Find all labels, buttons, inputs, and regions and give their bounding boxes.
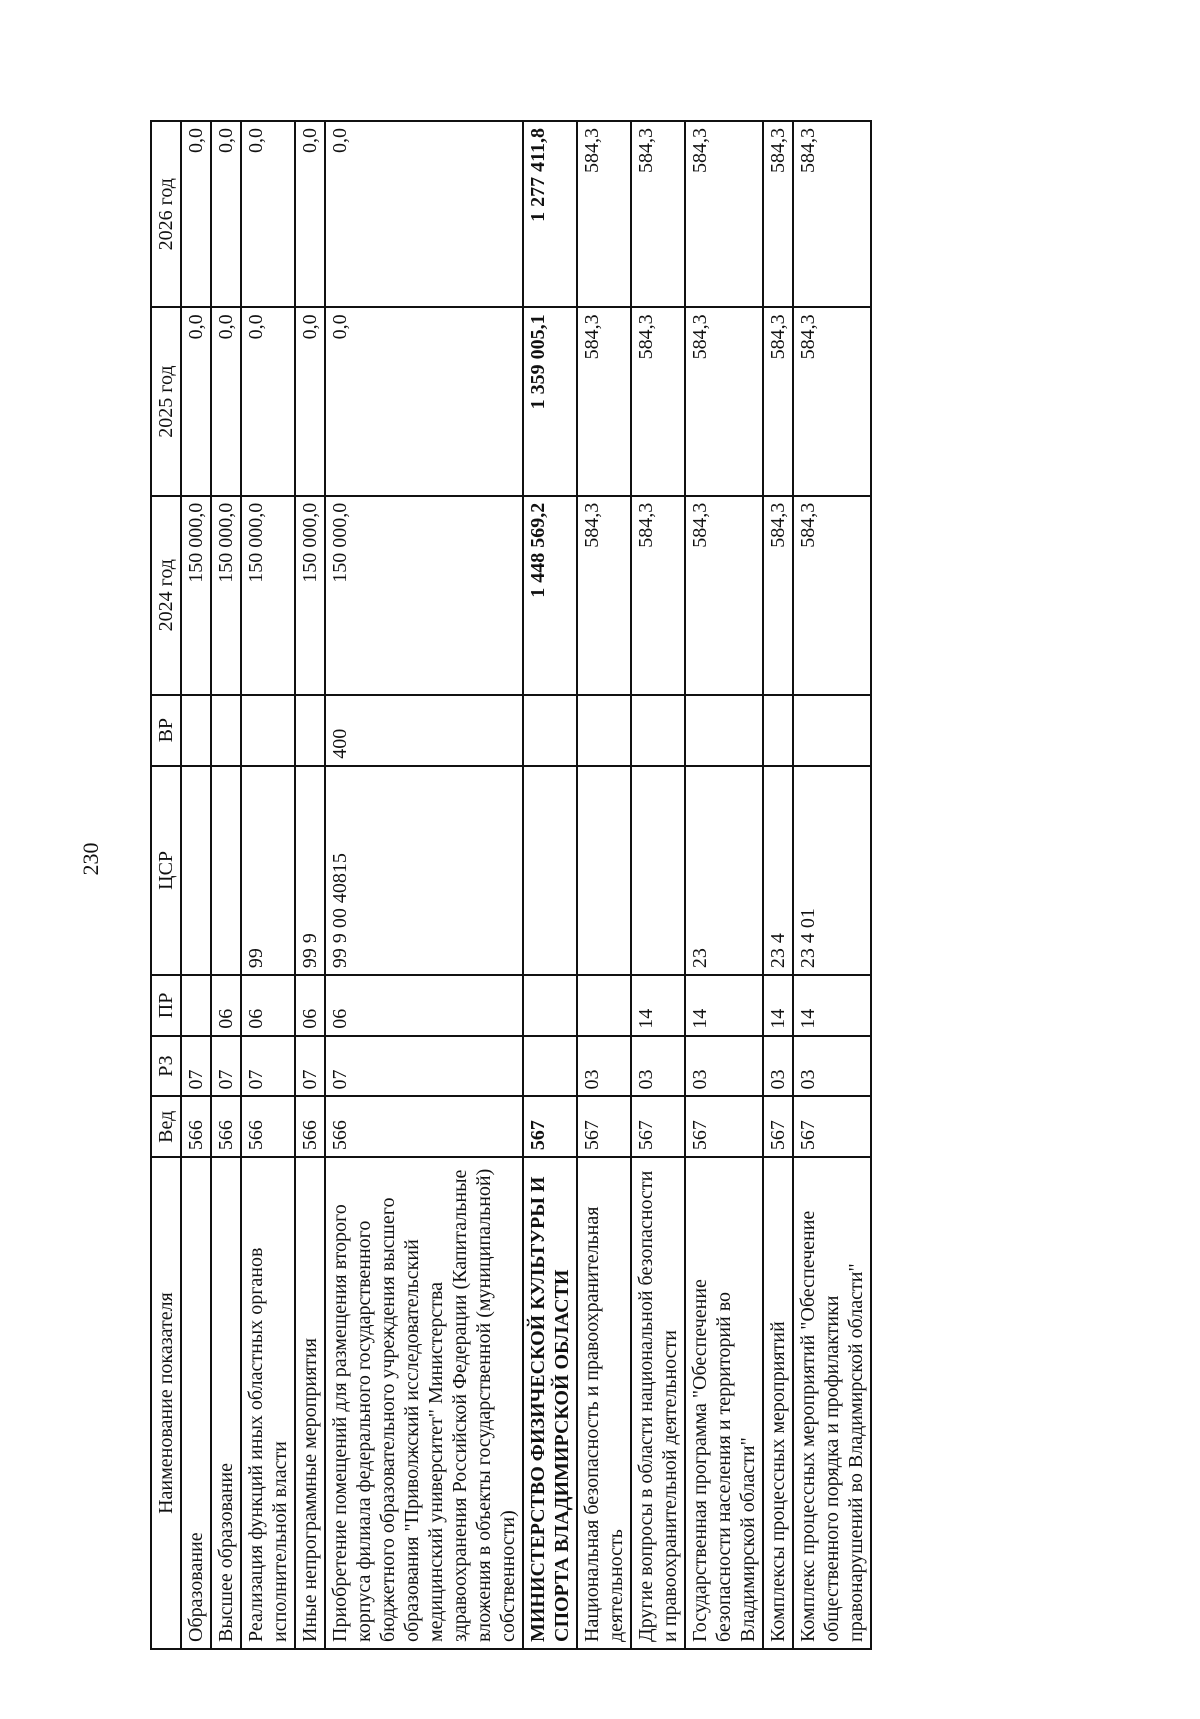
table-row (295, 121, 325, 1649)
table-cell-csr: 99 9 00 40815 (325, 766, 523, 975)
table-cell-ved: 567 (763, 1096, 793, 1157)
table-cell-2026: 584,3 (793, 121, 871, 307)
table-cell-pr (523, 975, 577, 1036)
table-row (181, 121, 211, 1649)
table-cell-2024: 150 000,0 (295, 496, 325, 695)
header-2024: 2024 год (151, 496, 181, 695)
table-row (631, 121, 685, 1649)
table-cell-pr: 06 (241, 975, 295, 1036)
table-row (577, 121, 631, 1649)
table-cell-name: Высшее образование (211, 1157, 241, 1649)
table-cell-2026: 584,3 (685, 121, 763, 307)
table-cell-ved: 566 (181, 1096, 211, 1157)
table-cell-pr: 14 (631, 975, 685, 1036)
table-cell-csr: 23 4 01 (793, 766, 871, 975)
table-cell-vr (241, 695, 295, 766)
table-cell-name: Национальная безопасность и правоохранительная деятельность (577, 1157, 631, 1649)
table-cell-rz: 07 (325, 1036, 523, 1097)
table-cell-name: Реализация функций иных областных органов исполнительной власти (241, 1157, 295, 1649)
table-cell-2024: 150 000,0 (211, 496, 241, 695)
table-cell-2025: 584,3 (631, 307, 685, 495)
table-cell-2024: 584,3 (763, 496, 793, 695)
table-cell-csr (181, 766, 211, 975)
table-cell-2025: 584,3 (793, 307, 871, 495)
table-row (523, 121, 577, 1649)
table-cell-vr (577, 695, 631, 766)
table-cell-rz: 03 (763, 1036, 793, 1097)
header-ved: Вед (151, 1096, 181, 1157)
table-cell-2025: 0,0 (295, 307, 325, 495)
header-vr: ВР (151, 695, 181, 766)
table-cell-2024: 150 000,0 (181, 496, 211, 695)
table-row (211, 121, 241, 1649)
table-cell-vr (295, 695, 325, 766)
table-cell-pr (577, 975, 631, 1036)
table-cell-2025: 584,3 (763, 307, 793, 495)
table-cell-csr (211, 766, 241, 975)
table-cell-vr (211, 695, 241, 766)
table-cell-2024: 584,3 (577, 496, 631, 695)
table-cell-ved: 567 (793, 1096, 871, 1157)
table-cell-vr (523, 695, 577, 766)
table-cell-csr (577, 766, 631, 975)
budget-table-container (150, 120, 1120, 1650)
table-row (685, 121, 763, 1649)
table-header-row (151, 121, 181, 1649)
table-cell-2024: 1 448 569,2 (523, 496, 577, 695)
table-cell-name: Иные непрограммные мероприятия (295, 1157, 325, 1649)
table-cell-ved: 567 (523, 1096, 577, 1157)
table-cell-name: МИНИСТЕРСТВО ФИЗИЧЕСКОЙ КУЛЬТУРЫ И СПОРТА ВЛАДИМИРСКОЙ ОБЛАСТИ (523, 1157, 577, 1649)
header-pr: ПР (151, 975, 181, 1036)
table-cell-2024: 584,3 (631, 496, 685, 695)
table-cell-ved: 566 (241, 1096, 295, 1157)
table-cell-name: Комплекс процессных мероприятий "Обеспечение общественного порядка и профилактики правонарушений во Владимирской области" (793, 1157, 871, 1649)
table-cell-csr: 99 9 (295, 766, 325, 975)
table-cell-2026: 1 277 411,8 (523, 121, 577, 307)
table-cell-pr: 06 (325, 975, 523, 1036)
table-cell-pr: 14 (793, 975, 871, 1036)
table-cell-csr (523, 766, 577, 975)
table-cell-2024: 150 000,0 (325, 496, 523, 695)
table-cell-name: Другие вопросы в области национальной безопасности и правоохранительной деятельности (631, 1157, 685, 1649)
table-cell-rz (523, 1036, 577, 1097)
table-row (241, 121, 295, 1649)
table-cell-pr (181, 975, 211, 1036)
table-cell-name: Образование (181, 1157, 211, 1649)
table-cell-name: Государственная программа "Обеспечение безопасности населения и территорий во Владимирской области" (685, 1157, 763, 1649)
table-cell-vr: 400 (325, 695, 523, 766)
table-cell-2025: 0,0 (181, 307, 211, 495)
table-cell-rz: 03 (577, 1036, 631, 1097)
table-cell-pr: 14 (685, 975, 763, 1036)
table-cell-csr: 99 (241, 766, 295, 975)
table-cell-vr (631, 695, 685, 766)
table-cell-2026: 0,0 (181, 121, 211, 307)
table-cell-2024: 150 000,0 (241, 496, 295, 695)
header-2025: 2025 год (151, 307, 181, 495)
table-cell-csr (631, 766, 685, 975)
table-cell-rz: 07 (211, 1036, 241, 1097)
table-cell-2025: 0,0 (325, 307, 523, 495)
table-cell-vr (763, 695, 793, 766)
table-cell-2026: 584,3 (763, 121, 793, 307)
table-cell-2025: 1 359 005,1 (523, 307, 577, 495)
table-cell-2026: 0,0 (241, 121, 295, 307)
table-cell-2026: 0,0 (295, 121, 325, 307)
table-cell-rz: 07 (241, 1036, 295, 1097)
table-cell-pr: 14 (763, 975, 793, 1036)
table-cell-rz: 07 (295, 1036, 325, 1097)
table-cell-pr: 06 (211, 975, 241, 1036)
table-cell-ved: 567 (685, 1096, 763, 1157)
table-cell-2024: 584,3 (685, 496, 763, 695)
table-cell-rz: 03 (793, 1036, 871, 1097)
table-cell-2026: 0,0 (325, 121, 523, 307)
header-csr: ЦСР (151, 766, 181, 975)
header-name: Наименование показателя (151, 1157, 181, 1649)
table-cell-vr (793, 695, 871, 766)
table-cell-ved: 566 (211, 1096, 241, 1157)
table-cell-ved: 567 (577, 1096, 631, 1157)
table-cell-csr: 23 4 (763, 766, 793, 975)
table-cell-2026: 584,3 (577, 121, 631, 307)
table-cell-vr (685, 695, 763, 766)
table-cell-2025: 0,0 (241, 307, 295, 495)
table-row (763, 121, 793, 1649)
table-cell-2025: 584,3 (685, 307, 763, 495)
table-cell-2026: 0,0 (211, 121, 241, 307)
table-cell-vr (181, 695, 211, 766)
table-cell-ved: 566 (295, 1096, 325, 1157)
table-cell-2025: 0,0 (211, 307, 241, 495)
table-cell-rz: 03 (631, 1036, 685, 1097)
table-cell-name: Комплексы процессных мероприятий (763, 1157, 793, 1649)
table-cell-2026: 584,3 (631, 121, 685, 307)
table-cell-2024: 584,3 (793, 496, 871, 695)
header-rz: РЗ (151, 1036, 181, 1097)
table-cell-csr: 23 (685, 766, 763, 975)
budget-table (150, 120, 872, 1650)
table-row (325, 121, 523, 1649)
table-cell-rz: 07 (181, 1036, 211, 1097)
table-cell-ved: 566 (325, 1096, 523, 1157)
table-cell-name: Приобретение помещений для размещения второго корпуса филиала федерального государственного бюджетного образовательного учреждения высшего образования "Приволжский исследовательский медицинский университет" Министерства здравоохранения Российской Федерации (Капитальные вложения в объекты государственной (муниципальной) собственности) (325, 1157, 523, 1649)
header-2026: 2026 год (151, 121, 181, 307)
table-body (181, 121, 871, 1649)
table-cell-ved: 567 (631, 1096, 685, 1157)
table-cell-2025: 584,3 (577, 307, 631, 495)
table-cell-rz: 03 (685, 1036, 763, 1097)
table-row (793, 121, 871, 1649)
page-number: 230 (78, 842, 103, 876)
table-cell-pr: 06 (295, 975, 325, 1036)
